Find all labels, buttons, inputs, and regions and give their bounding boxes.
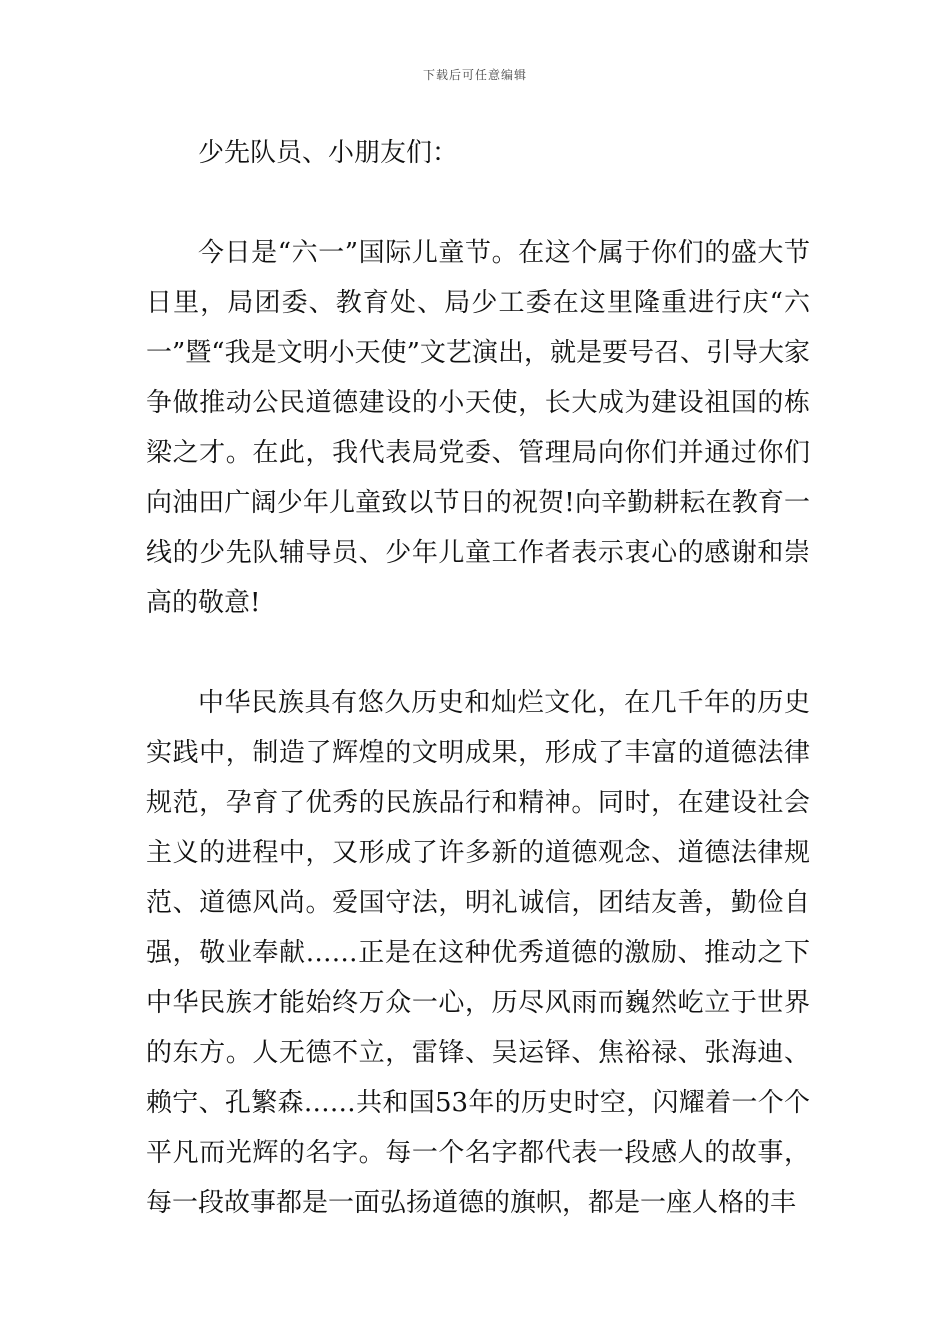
document-body: [146, 128, 810, 1228]
header-note: 下载后可任意编辑: [422, 68, 527, 82]
salutation: 少先队员、小朋友们：: [198, 138, 459, 168]
paragraph-2: 中华民族具有悠久历史和灿烂文化，在几千年的历史实践中，制造了辉煌的文明成果，形成了丰富的道德法律规范，孕育了优秀的民族品行和精神。同时，在建设社会主义的进程中，又形成了许多新的道德观念、道德法律规范、道德风尚。爱国守法，明礼诚信，团结友善，勤俭自强，敬业奉献……正是在这种优秀道德的激励、推动之下中华民族才能始终万众一心，历尽风雨而巍然屹立于世界的东方。人无德不立，雷锋、吴运铎、焦裕禄、张海迪、赖宁、孔繁森……共和国53年的历史时空，闪耀着一个个平凡而光辉的名字。每一个名字都代表一段感人的故事，每一段故事都是一面弘扬道德的旗帜，都是一座人格的丰: [146, 688, 810, 1218]
paragraph-1: 今日是“六一”国际儿童节。在这个属于你们的盛大节日里，局团委、教育处、局少工委在这里隆重进行庆“六一”暨“我是文明小天使”文艺演出，就是要号召、引导大家争做推动公民道德建设的小天使，长大成为建设祖国的栋梁之才。在此，我代表局党委、管理局向你们并通过你们向油田广阔少年儿童致以节日的祝贺!向辛勤耕耘在教育一线的少先队辅导员、少年儿童工作者表示衷心的感谢和崇高的敬意!: [146, 238, 810, 618]
